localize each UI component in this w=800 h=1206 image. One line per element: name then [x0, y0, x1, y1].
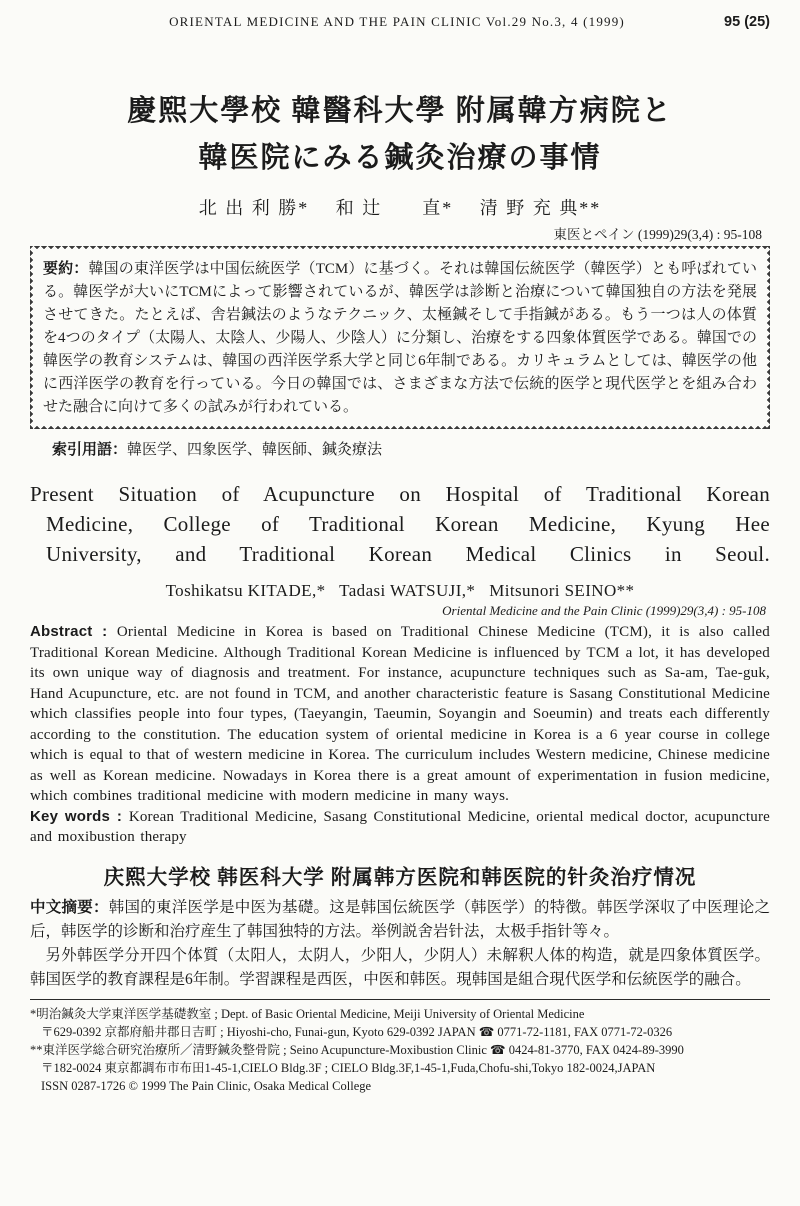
wavy-border-top [30, 246, 770, 251]
chinese-abstract-paragraph-1 [30, 896, 770, 944]
abstract-body-english: Oriental Medicine in Korea is based on Traditional Chinese Medicine (TCM), it is also called Traditional Korean Medicine. Although Traditional Korean Medicine is influenced by TCM a lot, it has developed its own unique way of diagnosis and treatment. For instance, acupuncture techniques such as Sa-am, Tae-guk, Hand Acupuncture, etc. are not found in TCM, and another characteristic feature is Sasang Constitutional Medicine which classifies people into four types, (Taeyangin, Taeumin, Soyangin and Soeumin) and treats each differently according to the constitution. The education system of oriental medicine in Korea is a 6 year course in college which is equal to that of western medicine in Korea. The curriculum includes Western medicine, Chinese medicine as well as Korean medicine. Nowadays in Korea there is a great amount of experimentation in fusion medicine, which combines traditional medicine with modern medicine in many ways. [30, 624, 770, 804]
authors-english: Toshikatsu KITADE,* Tadasi WATSUJI,* Mitsunori SEINO** [165, 581, 635, 600]
chinese-abstract-body-1: 韩国的東洋医学是中医为基礎。这是韩国伝統医学（韩医学）的特徴。韩医学深収了中医理论之后，韩医学的诊断和治疗産生了韩国独特的方法。举例説舍岩针法，太极手指针等々。 [30, 898, 770, 940]
index-terms-label: 索引用語： [52, 441, 128, 458]
english-title-line-3: University, and Traditional Korean Medical Clinics in Seoul. [46, 542, 770, 566]
abstract-chinese [30, 896, 770, 992]
english-title-line-1: Present Situation of Acupuncture on Hospital of Traditional Korean [30, 482, 770, 506]
footnote-divider [30, 999, 770, 1000]
footnote-affiliation-2: **東洋医学総合研究治療所／清野鍼灸整骨院 ; Seino Acupuncture-Moxibustion Clinic ☎ 0424-81-3770, FAX 0424-89-3990 [30, 1042, 684, 1057]
wavy-border-right [765, 246, 770, 429]
abstract-english [30, 622, 770, 807]
authors-japanese: 北 出 利 勝* 和 辻 直* 清 野 充 典** [198, 198, 602, 218]
abstract-japanese [43, 257, 757, 419]
abstract-box-japanese [30, 246, 770, 429]
journal-header: ORIENTAL MEDICINE AND THE PAIN CLINIC Vol.29 No.3, 4 (1999) [169, 14, 625, 29]
english-title-line-2: Medicine, College of Traditional Korean Medicine, Kyung Hee [46, 512, 770, 536]
keywords-values: Korean Traditional Medicine, Sasang Constitutional Medicine, oriental medical doctor, acupuncture and moxibustion therapy [30, 808, 770, 845]
chinese-abstract-paragraph-2: 另外韩医学分开四个体質（太阳人，太阴人，少阳人，少阴人）未解釈人体的构造，就是四象体質医学。韩国医学的教育課程是6年制。学習課程是西医，中医和韩医。現韩国是組合現代医学和伝統医学的融合。 [30, 946, 770, 988]
abstract-body-japanese: 韓国の東洋医学は中国伝統医学（TCM）に基づく。それは韓国伝統医学（韓医学）とも呼ばれている。韓医学が大いにTCMによって影響されているが、韓医学は診断と治療について韓国独自の方法を発展させてきた。たとえば、舎岩鍼法のようなテクニック、太極鍼そして手指鍼がある。もう一つは人の体質を4つのタイプ（太陽人、太陰人、少陽人、少陰人）に分類し、治療をする四象体質医学である。韓国での韓医学の教育システムは、韓国の西洋医学系大学と同じ6年制である。カリキュラムとしては、韓医学の他に西洋医学の教育を行っている。今日の韓国では、さまざまな方法で伝統的医学と現代医学とを組み合わせた融合に向けて多くの試みが行われている。 [43, 261, 757, 415]
keywords-label: Key words : [30, 807, 129, 825]
article-title-japanese [30, 88, 770, 182]
title-line-2: 韓医院にみる鍼灸治療の事情 [198, 142, 602, 174]
wavy-border-left [30, 246, 35, 429]
footnotes [30, 1005, 770, 1095]
footnote-issn-copyright: ISSN 0287-1726 © 1999 The Pain Clinic, Osaka Medical College [41, 1078, 372, 1093]
article-title-chinese: 庆熙大学校 韩医科大学 附属韩方医院和韩医院的针灸治疗情况 [103, 866, 697, 889]
abstract-label-chinese: 中文摘要： [30, 898, 109, 916]
article-title-english [30, 479, 770, 569]
citation-japanese: 東医とペイン (1999)29(3,4) : 95-108 [553, 227, 762, 242]
abstract-label-japanese: 要約： [43, 260, 89, 277]
footnote-affiliation-1: *明治鍼灸大学東洋医学基礎教室 ; Dept. of Basic Oriental Medicine, Meiji University of Oriental Medicine [30, 1006, 585, 1021]
abstract-label-english: Abstract : [30, 623, 117, 640]
page-number: 95 (25) [724, 14, 770, 30]
running-head [30, 14, 770, 30]
title-line-1: 慶熙大學校 韓醫科大學 附属韓方病院と [127, 95, 673, 127]
index-terms-line [30, 438, 770, 459]
citation-english: Oriental Medicine and the Pain Clinic (1999)29(3,4) : 95-108 [442, 603, 766, 618]
index-terms-values: 韓医学、四象医学、韓医師、鍼灸療法 [127, 442, 383, 458]
footnote-address-2: 〒182-0024 東京都調布市布田1-45-1,CIELO Bldg.3F ; CIELO Bldg.3F,1-45-1,Fuda,Chofu-shi,Tokyo 182-0024,JAPAN [41, 1060, 656, 1075]
wavy-border-bottom [30, 424, 770, 429]
footnote-address-1: 〒629-0392 京都府船井郡日吉町 ; Hiyoshi-cho, Funai-gun, Kyoto 629-0392 JAPAN ☎ 0771-72-1181, FAX 0771-72-0326 [41, 1024, 673, 1039]
keywords-line [30, 807, 770, 848]
